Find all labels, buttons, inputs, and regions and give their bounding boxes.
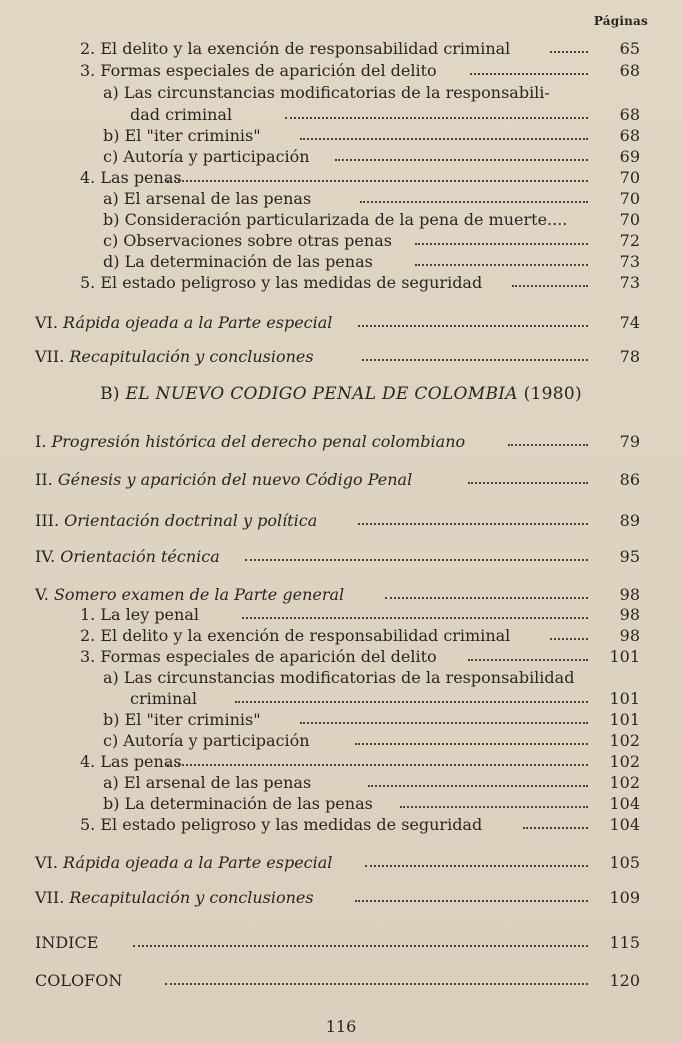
toc-entry [0, 932, 682, 953]
toc-entry [0, 167, 682, 188]
toc-entry-label: 1. La ley penal [80, 605, 199, 624]
toc-entry [0, 793, 682, 814]
dot-leader [355, 742, 588, 745]
section-b-title: EL NUEVO CODIGO PENAL DE COLOMBIA [125, 384, 518, 404]
toc-entry [0, 312, 682, 333]
dot-leader [470, 72, 588, 75]
dot-leader [368, 784, 588, 787]
toc-entry-page: 104 [609, 794, 640, 813]
toc-entry [0, 730, 682, 751]
toc-entry [0, 346, 682, 367]
toc-entry-label: 3. Formas especiales de aparición del delito [80, 647, 437, 666]
toc-entry-page: 102 [609, 773, 640, 792]
toc-entry-label: a) El arsenal de las penas [103, 773, 312, 792]
toc-entry [0, 431, 682, 452]
toc-entry-page: 95 [619, 547, 640, 566]
toc-entry-page: 101 [609, 710, 640, 729]
toc-entry-page: 69 [619, 147, 640, 166]
toc-entry [0, 814, 682, 835]
toc-entry [0, 146, 682, 167]
toc-entry [0, 887, 682, 908]
toc-entry-label: c) Observaciones sobre otras penas [103, 231, 392, 250]
dot-leader [355, 899, 588, 902]
toc-entry [0, 469, 682, 490]
toc-entry-label: c) Autoría y participación [103, 731, 310, 750]
toc-entry-page: 98 [619, 585, 640, 604]
dot-leader [358, 522, 588, 525]
toc-entry-page: 74 [619, 313, 640, 332]
dot-leader [385, 596, 588, 599]
toc-entry [0, 230, 682, 251]
toc-entry-page: 102 [609, 731, 640, 750]
toc-entry-label: VI. Rápida ojeada a la Parte especial [35, 313, 333, 332]
toc-entry [0, 604, 682, 625]
toc-entry-page: 68 [619, 126, 640, 145]
toc-entry [0, 38, 682, 59]
toc-entry-page: 102 [609, 752, 640, 771]
toc-entry-label: II. Génesis y aparición del nuevo Código Penal [35, 470, 413, 489]
toc-entry-page: 101 [609, 689, 640, 708]
toc-entry [0, 209, 682, 230]
toc-entry [0, 709, 682, 730]
toc-entry-label: 4. Las penas [80, 168, 182, 187]
toc-entry-page: 68 [619, 61, 640, 80]
toc-entry [0, 852, 682, 873]
dot-leader [358, 324, 588, 327]
toc-entry [0, 251, 682, 272]
toc-entry-page: 70 [619, 189, 640, 208]
toc-entry-label: dad criminal [130, 105, 233, 124]
toc-entry [0, 667, 682, 688]
toc-entry [0, 188, 682, 209]
toc-entry-label: III. Orientación doctrinal y política [35, 511, 318, 530]
dot-leader [468, 658, 588, 661]
toc-entry-label: IV. Orientación técnica [35, 547, 220, 566]
toc-entry-page: 115 [609, 933, 640, 952]
toc-entry-label: INDICE [35, 933, 99, 952]
page-number: 116 [325, 1017, 357, 1036]
toc-entry [0, 646, 682, 667]
dot-leader [242, 616, 588, 619]
toc-entry-page: 120 [609, 971, 640, 990]
dot-leader [167, 179, 588, 182]
toc-entry-page: 73 [619, 273, 640, 292]
toc-entry-page: 79 [619, 432, 640, 451]
dot-leader [508, 443, 588, 446]
dot-leader [523, 826, 588, 829]
toc-entry-label: c) Autoría y participación [103, 147, 310, 166]
toc-entry [0, 104, 682, 125]
dot-leader [133, 944, 588, 947]
toc-entry-page: 73 [619, 252, 640, 271]
toc-entry-label: b) La determinación de las penas [103, 794, 373, 813]
toc-entry-label: b) El "iter criminis" [103, 126, 261, 145]
toc-entry [0, 751, 682, 772]
toc-entry-label: d) La determinación de las penas [103, 252, 373, 271]
dot-leader [415, 242, 588, 245]
section-b-prefix: B) [100, 384, 120, 404]
toc-entry-page: 104 [609, 815, 640, 834]
toc-entry [0, 272, 682, 293]
toc-entry-page: 70 [619, 168, 640, 187]
dot-leader [512, 284, 588, 287]
dot-leader [285, 116, 588, 119]
dot-leader [300, 137, 588, 140]
toc-entry [0, 60, 682, 81]
toc-entry-page: 98 [619, 605, 640, 624]
toc-entry-page: 89 [619, 511, 640, 530]
toc-entry-label: 2. El delito y la exención de responsabilidad criminal [80, 626, 511, 645]
toc-entry-label: VI. Rápida ojeada a la Parte especial [35, 853, 333, 872]
toc-entry-label: criminal [130, 689, 197, 708]
toc-entry-page: 98 [619, 626, 640, 645]
dot-leader [167, 763, 588, 766]
toc-entry-label: a) Las circunstancias modificatorias de la responsabili- [103, 83, 550, 102]
toc-entry [0, 772, 682, 793]
section-b-heading [0, 384, 682, 404]
paginas-header: Páginas [593, 14, 648, 28]
dot-leader [400, 805, 588, 808]
toc-entry-page: 72 [619, 231, 640, 250]
section-b-year: (1980) [523, 384, 582, 404]
toc-entry-label: 5. El estado peligroso y las medidas de seguridad [80, 815, 483, 834]
toc-entry-label: COLOFON [35, 971, 123, 990]
toc-entry-label: b) El "iter criminis" [103, 710, 261, 729]
toc-entry [0, 82, 682, 103]
dot-leader [335, 158, 588, 161]
dot-leader [362, 358, 588, 361]
toc-entry [0, 125, 682, 146]
toc-entry-page: 78 [619, 347, 640, 366]
toc-entry-label: 3. Formas especiales de aparición del delito [80, 61, 437, 80]
toc-entry-page: 70 [619, 210, 640, 229]
toc-entry-label: VII. Recapitulación y conclusiones [35, 888, 314, 907]
toc-entry-page: 101 [609, 647, 640, 666]
toc-entry [0, 970, 682, 991]
dot-leader [165, 982, 588, 985]
dot-leader [360, 200, 588, 203]
toc-entry [0, 510, 682, 531]
toc-entry-label: 4. Las penas [80, 752, 182, 771]
dot-leader [300, 721, 588, 724]
dot-leader [245, 558, 588, 561]
dot-leader [235, 700, 588, 703]
toc-entry-page: 109 [609, 888, 640, 907]
toc-entry-label: 2. El delito y la exención de responsabilidad criminal [80, 39, 511, 58]
toc-entry-page: 65 [619, 39, 640, 58]
toc-entry [0, 625, 682, 646]
toc-entry-label: VII. Recapitulación y conclusiones [35, 347, 314, 366]
toc-entry-page: 68 [619, 105, 640, 124]
toc-entry-label: a) El arsenal de las penas [103, 189, 312, 208]
dot-leader [365, 864, 588, 867]
toc-entry-label: a) Las circunstancias modificatorias de la responsabilidad [103, 668, 575, 687]
dot-leader [550, 50, 588, 53]
toc-entry-page: 105 [609, 853, 640, 872]
toc-entry-label: V. Somero examen de la Parte general [35, 585, 345, 604]
toc-entry [0, 688, 682, 709]
dot-leader [415, 263, 588, 266]
dot-leader [468, 481, 588, 484]
toc-entry-label: 5. El estado peligroso y las medidas de seguridad [80, 273, 483, 292]
toc-entry-label: b) Consideración particularizada de la pena de muerte.... [103, 210, 568, 229]
toc-entry [0, 584, 682, 605]
toc-entry [0, 546, 682, 567]
dot-leader [550, 637, 588, 640]
toc-entry-page: 86 [619, 470, 640, 489]
toc-entry-label: I. Progresión histórica del derecho penal colombiano [35, 432, 466, 451]
